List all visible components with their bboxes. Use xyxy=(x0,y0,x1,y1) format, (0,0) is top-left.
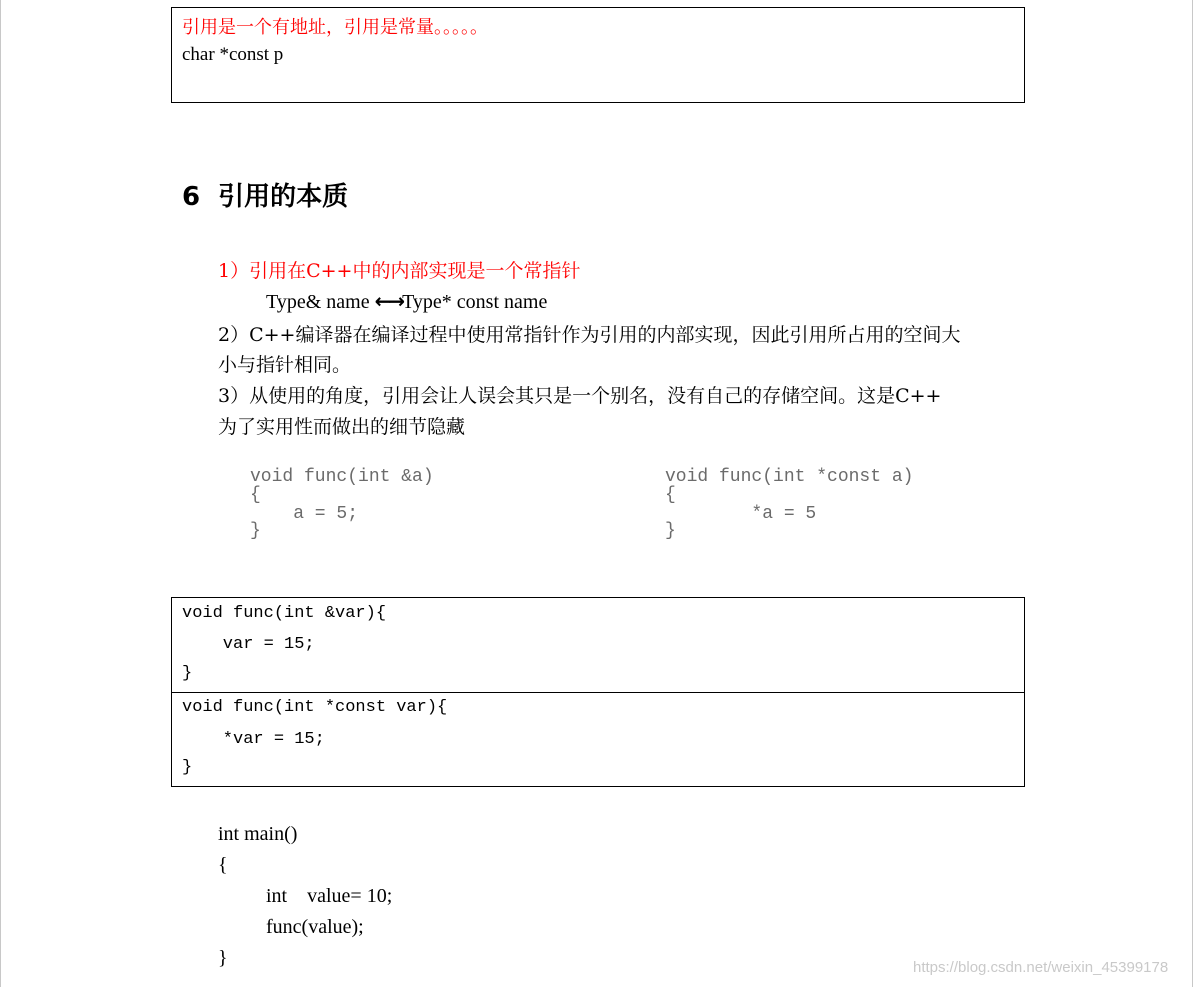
equiv-right: Type* const name xyxy=(402,291,548,313)
table-code-line: } xyxy=(182,664,193,683)
code-image-right-line: } xyxy=(665,521,676,541)
page-edge-left xyxy=(0,0,1,987)
watermark: https://blog.csdn.net/weixin_45399178 xyxy=(913,959,1169,976)
table-code-line: void func(int &var){ xyxy=(182,604,387,623)
main-code-line: int main() xyxy=(218,823,298,845)
code-image-right-line: void func(int *const a) xyxy=(665,467,914,487)
point-1: 1）引用在C++中的内部实现是一个常指针 xyxy=(218,260,581,282)
top-note-box xyxy=(171,7,1025,103)
main-code-line: func(value); xyxy=(266,916,364,938)
compare-table xyxy=(171,597,1025,787)
code-image-left-line: } xyxy=(250,521,261,541)
point-1-equivalence xyxy=(266,289,547,314)
compare-table-row-1 xyxy=(172,598,1024,693)
section-number: 6 xyxy=(182,182,201,212)
page-edge-right xyxy=(1192,0,1193,987)
double-arrow-icon: ←→ xyxy=(374,289,403,313)
point-3-line-2: 为了实用性而做出的细节隐藏 xyxy=(218,416,466,438)
point-2-line-1: 2）C++编译器在编译过程中使用常指针作为引用的内部实现，因此引用所占用的空间大 xyxy=(218,324,961,346)
table-code-line: } xyxy=(182,758,193,777)
section-heading xyxy=(182,176,348,213)
point-2-line-2: 小与指针相同。 xyxy=(218,354,352,376)
section-title: 引用的本质 xyxy=(218,182,349,212)
equiv-left: Type& name xyxy=(266,291,370,313)
code-image-left-line: a = 5; xyxy=(250,504,359,524)
main-code-line: { xyxy=(218,854,228,876)
table-code-line: *var = 15; xyxy=(182,730,325,749)
point-3-line-1: 3）从使用的角度，引用会让人误会其只是一个别名，没有自己的存储空间。这是C++ xyxy=(218,385,942,407)
code-image-right-line: { xyxy=(665,485,676,505)
compare-table-row-2 xyxy=(172,693,1024,786)
top-note-code: char *const p xyxy=(182,44,284,65)
code-image-left-line: void func(int &a) xyxy=(250,467,434,487)
code-image-right-line: *a = 5 xyxy=(665,504,817,524)
top-note-text: 引用是一个有地址，引用是常量。。。。。 xyxy=(182,17,488,38)
table-code-line: void func(int *const var){ xyxy=(182,698,448,717)
main-code-line: } xyxy=(218,947,228,969)
main-code-line: int value= 10; xyxy=(266,885,393,907)
table-code-line: var = 15; xyxy=(182,635,315,654)
code-image-left-line: { xyxy=(250,485,261,505)
